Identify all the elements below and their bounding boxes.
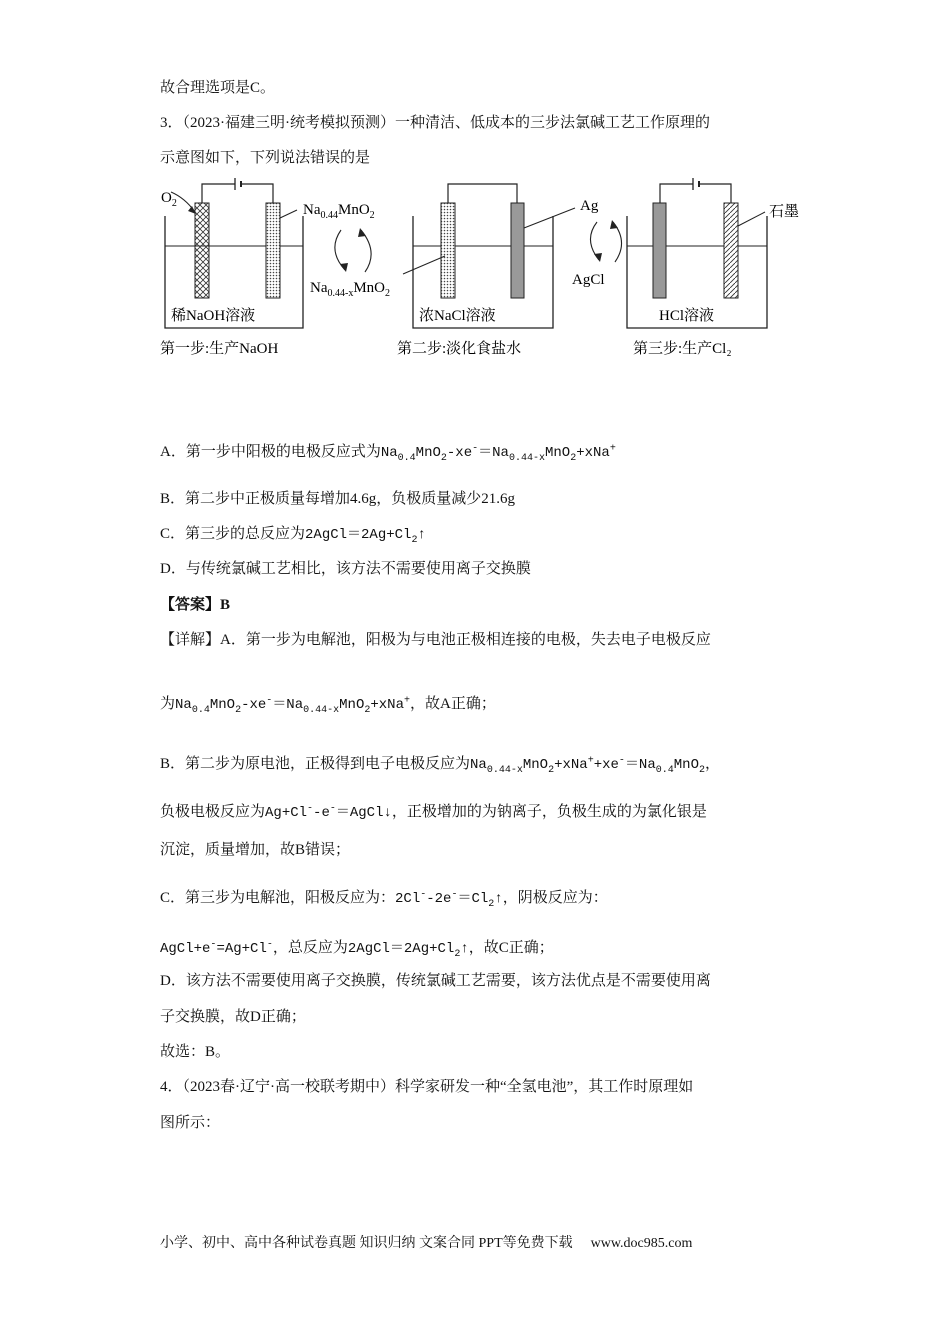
graphite-electrode [724, 203, 738, 298]
ag-label: Ag [580, 198, 599, 214]
page-footer [160, 1232, 692, 1252]
detail-line-2: 为$Na_{0.4}MnO_2-xe^-=Na_{0.44-x}MnO_2+xNa^+$，故A正确； [160, 695, 496, 716]
agcl-electrode [653, 203, 666, 298]
na-mno2-electrode-2 [441, 203, 455, 298]
option-c: C．第三步的总反应为$2AgCl=2Ag+Cl_2↑$ [160, 526, 426, 546]
detail-line-1: 【详解】A．第一步为电解池，阳极为与电池正极相连接的电极，失去电子电极反应 [160, 632, 711, 648]
detail-line-10: 故选：B。 [160, 1044, 231, 1060]
cell-3 [627, 178, 799, 328]
electrochemistry-diagram [155, 178, 815, 370]
option-d: D．与传统氯碱工艺相比，该方法不需要使用离子交换膜 [160, 561, 531, 577]
detail-line-8: D．该方法不需要使用离子交换膜，传统氯碱工艺需要，该方法优点是不需要使用离 [160, 973, 711, 989]
detail-line-4: 负极电极反应为Ag+Cl--e-＝AgCl↓，正极增加的为钠离子，负极生成的为氯化银是 [160, 803, 707, 821]
detail-line-7: AgCl+e-=Ag+Cl-，总反应为$2AgCl=2Ag+Cl_2↑$，故C正确； [160, 939, 554, 960]
na044x-mno2-label: $Na_{0.44-x}MnO_2$ [310, 280, 391, 299]
detail-line-6: C．第三步为电解池，阳极反应为：$2Cl^--2e^-=Cl_2↑$，阴极反应为： [160, 889, 608, 910]
agcl-label: AgCl [572, 272, 605, 288]
option-b: B．第二步中正极质量每增加4.6g，负极质量减少21.6g [160, 491, 516, 507]
footer-text: 小学、初中、高中各种试卷真题 知识归纳 文案合同 PPT等免费下载 [160, 1236, 573, 1251]
detail-line-9: 子交换膜，故D正确； [160, 1009, 306, 1025]
ag-electrode [511, 203, 524, 298]
solution-2: 浓NaCl溶液 [419, 308, 496, 324]
detail-line-3: B．第二步为原电池，正极得到电子电极反应为$Na_{0.44-x}MnO_2+xNa^++xe^-=Na_{0.4}MnO_2$， [160, 755, 721, 776]
cell-2 [403, 184, 622, 328]
question-4-heading-cont: 图所示： [160, 1115, 221, 1131]
question-3-heading-cont: 示意图如下，下列说法错误的是 [160, 150, 371, 166]
detail-line-5: 沉淀，质量增加，故B错误； [160, 842, 351, 858]
o2-label: $O_2$ [161, 190, 177, 209]
cell-1 [161, 178, 390, 328]
na-mno2-electrode [266, 203, 280, 298]
option-a: A．第一步中阳极的电极反应式为$Na_{0.4}MnO_2-xe^-=Na_{0.44-x}MnO_2+xNa^+$ [160, 443, 616, 464]
question-4-heading: 4．（2023春·辽宁·高一校联考期中）科学家研发一种“全氢电池”，其工作时原理如 [160, 1079, 694, 1095]
step-1-caption: 第一步:生产NaOH [160, 341, 279, 357]
step-3-caption: 第三步:生产Cl₂ [633, 341, 732, 357]
solution-1: 稀NaOH溶液 [171, 308, 256, 324]
step-2-caption: 第二步:淡化食盐水 [397, 341, 522, 357]
solution-3: HCl溶液 [659, 308, 715, 324]
answer: 【答案】B [160, 597, 231, 613]
graphite-label: 石墨 [769, 204, 800, 220]
anode-electrode [195, 203, 209, 298]
text-line: 故合理选项是C。 [160, 80, 276, 96]
question-3-heading: 3．（2023·福建三明·统考模拟预测）一种清洁、低成本的三步法氯碱工艺工作原理的 [160, 115, 710, 131]
footer-link[interactable]: www.doc985.com [590, 1236, 693, 1251]
na044-mno2-label: $Na_{0.44}MnO_2$ [303, 202, 375, 221]
